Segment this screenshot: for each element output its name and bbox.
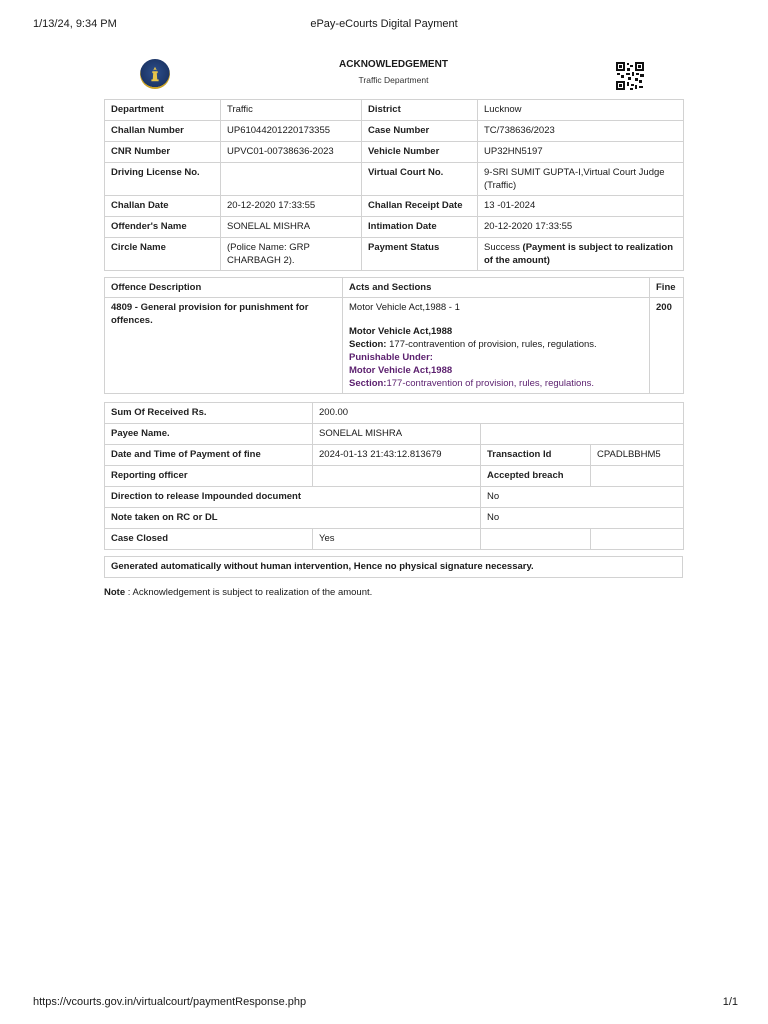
circle-name-value: (Police Name: GRP CHARBAGH 2). (221, 238, 362, 271)
direction-release-label: Direction to release Impounded document (105, 487, 481, 508)
virtual-court-value: 9-SRI SUMIT GUPTA-I,Virtual Court Judge (Traffic) (478, 163, 684, 196)
section-line (349, 338, 643, 351)
offence-description-value: 4809 - General provision for punishment for offences. (105, 298, 343, 394)
acts-line: Motor Vehicle Act,1988 - 1 (349, 302, 460, 313)
punishable-section-line (349, 377, 643, 390)
driving-license-label: Driving License No. (105, 163, 221, 196)
cnr-number-label: CNR Number (105, 142, 221, 163)
note-rc-dl-label: Note taken on RC or DL (105, 508, 481, 529)
page-subtitle: Traffic Department (358, 75, 429, 85)
print-title: ePay-eCourts Digital Payment (310, 18, 458, 30)
department-value: Traffic (221, 100, 362, 121)
table-row (105, 142, 684, 163)
case-closed-value: Yes (313, 529, 481, 550)
payment-datetime-label: Date and Time of Payment of fine (105, 445, 313, 466)
punishable-act: Motor Vehicle Act,1988 (349, 365, 453, 376)
print-url: https://vcourts.gov.in/virtualcourt/paymentResponse.php (33, 996, 307, 1008)
empty-cell (481, 424, 684, 445)
section-label: Section: (349, 339, 387, 350)
table-row (105, 196, 684, 217)
payment-status-label: Payment Status (362, 238, 478, 271)
acts-sections-value (343, 298, 650, 394)
print-header (0, 18, 768, 32)
act-name: Motor Vehicle Act,1988 (349, 326, 453, 337)
table-row (105, 487, 684, 508)
offender-name-label: Offender's Name (105, 217, 221, 238)
accepted-breach-label: Accepted breach (481, 466, 591, 487)
punishable-under-label: Punishable Under: (349, 352, 433, 363)
case-number-label: Case Number (362, 121, 478, 142)
payment-status-value (478, 238, 684, 271)
table-row (105, 278, 684, 298)
punishable-section-text: 177-contravention of provision, rules, regulations. (386, 378, 595, 389)
print-timestamp: 1/13/24, 9:34 PM (33, 18, 117, 30)
challan-date-value: 20-12-2020 17:33:55 (221, 196, 362, 217)
driving-license-value (221, 163, 362, 196)
challan-number-label: Challan Number (105, 121, 221, 142)
generated-notice-table (104, 556, 683, 578)
table-row (105, 466, 684, 487)
payee-name-value: SONELAL MISHRA (313, 424, 481, 445)
vehicle-number-label: Vehicle Number (362, 142, 478, 163)
acknowledgement-sheet (104, 56, 683, 598)
challan-details-table (104, 99, 684, 271)
challan-number-value: UP61044201220173355 (221, 121, 362, 142)
offence-description-header: Offence Description (105, 278, 343, 298)
acknowledgement-header (104, 56, 683, 96)
generated-notice: Generated automatically without human intervention, Hence no physical signature necessary. (105, 557, 683, 578)
offence-table (104, 277, 684, 394)
table-row (105, 217, 684, 238)
section-text: 177-contravention of provision, rules, regulations. (386, 339, 597, 350)
district-value: Lucknow (478, 100, 684, 121)
table-row (105, 238, 684, 271)
reporting-officer-label: Reporting officer (105, 466, 313, 487)
punishable-section-label: Section: (349, 378, 387, 389)
payment-datetime-value: 2024-01-13 21:43:12.813679 (313, 445, 481, 466)
qr-code-icon (616, 62, 644, 90)
circle-name-label: Circle Name (105, 238, 221, 271)
table-row (105, 163, 684, 196)
table-row (105, 445, 684, 466)
department-label: Department (105, 100, 221, 121)
sum-received-value: 200.00 (313, 403, 684, 424)
reporting-officer-value (313, 466, 481, 487)
table-row (105, 403, 684, 424)
payment-status-note: (Payment is subject to realization of the amount) (484, 242, 674, 266)
payment-table (104, 402, 684, 550)
offender-name-value: SONELAL MISHRA (221, 217, 362, 238)
table-row (105, 100, 684, 121)
note-rc-dl-value: No (481, 508, 684, 529)
virtual-court-label: Virtual Court No. (362, 163, 478, 196)
case-number-value: TC/738636/2023 (478, 121, 684, 142)
act-block (349, 325, 643, 390)
table-row (105, 557, 683, 578)
case-closed-label: Case Closed (105, 529, 313, 550)
acknowledgement-note (104, 587, 683, 598)
cnr-number-value: UPVC01-00738636-2023 (221, 142, 362, 163)
print-footer (0, 996, 768, 1010)
table-row (105, 508, 684, 529)
challan-receipt-date-label: Challan Receipt Date (362, 196, 478, 217)
table-row (105, 298, 684, 394)
table-row (105, 121, 684, 142)
page-title: ACKNOWLEDGEMENT (339, 59, 448, 70)
transaction-id-value: CPADLBBHM5 (591, 445, 684, 466)
empty-cell (481, 529, 591, 550)
empty-cell (591, 529, 684, 550)
direction-release-value: No (481, 487, 684, 508)
note-label: Note (104, 587, 126, 598)
accepted-breach-value (591, 466, 684, 487)
sum-received-label: Sum Of Received Rs. (105, 403, 313, 424)
note-text: : Acknowledgement is subject to realization of the amount. (125, 587, 373, 598)
challan-date-label: Challan Date (105, 196, 221, 217)
payee-name-label: Payee Name. (105, 424, 313, 445)
vehicle-number-value: UP32HN5197 (478, 142, 684, 163)
challan-receipt-date-value: 13 -01-2024 (478, 196, 684, 217)
intimation-date-label: Intimation Date (362, 217, 478, 238)
table-row (105, 424, 684, 445)
transaction-id-label: Transaction Id (481, 445, 591, 466)
page-number: 1/1 (722, 996, 738, 1008)
intimation-date-value: 20-12-2020 17:33:55 (478, 217, 684, 238)
fine-header: Fine (650, 278, 684, 298)
table-row (105, 529, 684, 550)
acts-sections-header: Acts and Sections (343, 278, 650, 298)
fine-value: 200 (650, 298, 684, 394)
district-label: District (362, 100, 478, 121)
payment-status-text: Success (484, 242, 523, 253)
